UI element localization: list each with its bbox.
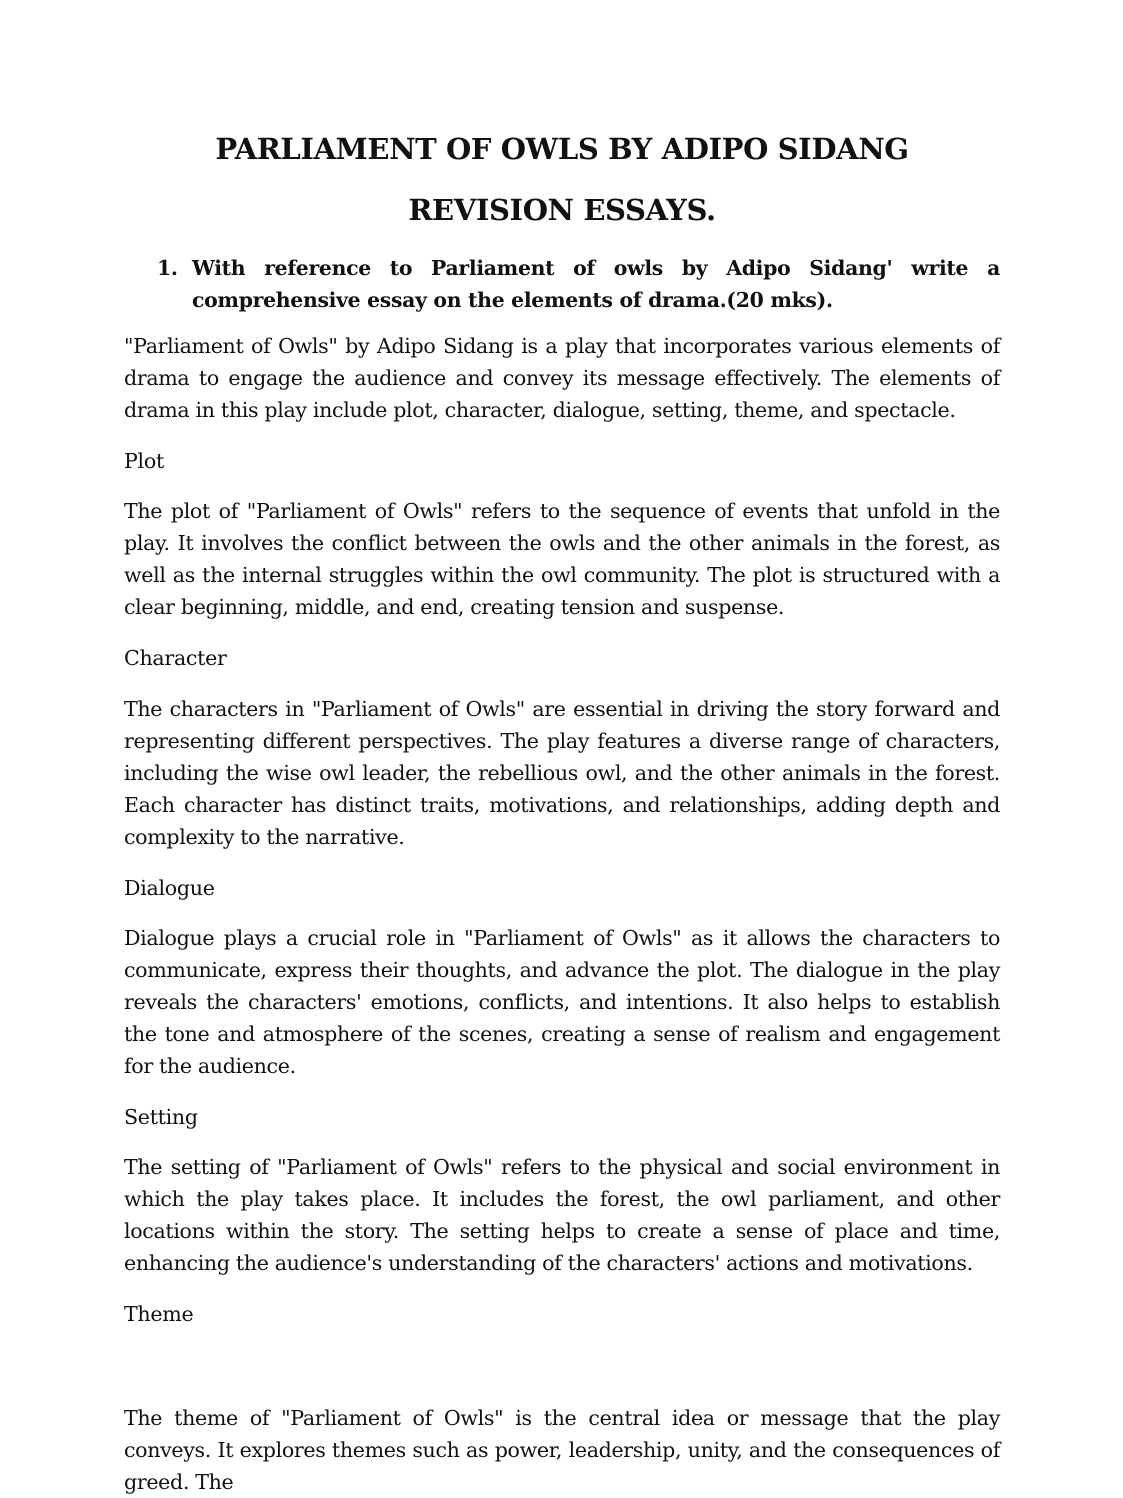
- section-body-dialogue: Dialogue plays a crucial role in "Parliament of Owls" as it allows the characters to communicate, express their thoughts, and advance the plot. The dialogue in the play reveals the characters' emotions, conflicts, and intentions. It also helps to establish the tone and atmosphere of the scenes, creating a sense of realism and engagement for the audience.: [124, 926, 1000, 1078]
- section-heading-dialogue: Dialogue: [124, 876, 215, 900]
- section-heading-plot: Plot: [124, 449, 164, 473]
- section-heading-setting: Setting: [124, 1105, 198, 1129]
- intro-paragraph: "Parliament of Owls" by Adipo Sidang is a play that incorporates various elements of drama to engage the audience and convey its message effectively. The elements of drama in this play include plot, character, dialogue, setting, theme, and spectacle.: [124, 334, 1000, 422]
- section-body-setting: The setting of "Parliament of Owls" refers to the physical and social environment in which the play takes place. It includes the forest, the owl parliament, and other locations within the story. The setting helps to create a sense of place and time, enhancing the audience's understanding of the characters' actions and motivations.: [124, 1155, 1000, 1275]
- section-body-plot: The plot of "Parliament of Owls" refers to the sequence of events that unfold in the play. It involves the conflict between the owls and the other animals in the forest, as well as the internal struggles within the owl community. The plot is structured with a clear beginning, middle, and end, creating tension and suspense.: [124, 499, 1000, 619]
- section-body-theme: The theme of "Parliament of Owls" is the central idea or message that the play conveys. It explores themes such as power, leadership, unity, and the consequences of greed. The: [124, 1406, 1000, 1494]
- question-number: 1.: [157, 256, 178, 280]
- section-heading-character: Character: [124, 646, 227, 670]
- essay-question: [157, 252, 1000, 316]
- section-body-character: The characters in "Parliament of Owls" are essential in driving the story forward and representing different perspectives. The play features a diverse range of characters, including the wise owl leader, the rebellious owl, and the other animals in the forest. Each character has distinct traits, motivations, and relationships, adding depth and complexity to the narrative.: [124, 697, 1000, 849]
- section-heading-theme: Theme: [124, 1302, 194, 1326]
- question-text: With reference to Parliament of owls by Adipo Sidang' write a comprehensive essay on the elements of drama.(20 mks).: [192, 256, 1000, 312]
- document-title: PARLIAMENT OF OWLS BY ADIPO SIDANG: [215, 132, 909, 166]
- document-subtitle: REVISION ESSAYS.: [408, 193, 716, 227]
